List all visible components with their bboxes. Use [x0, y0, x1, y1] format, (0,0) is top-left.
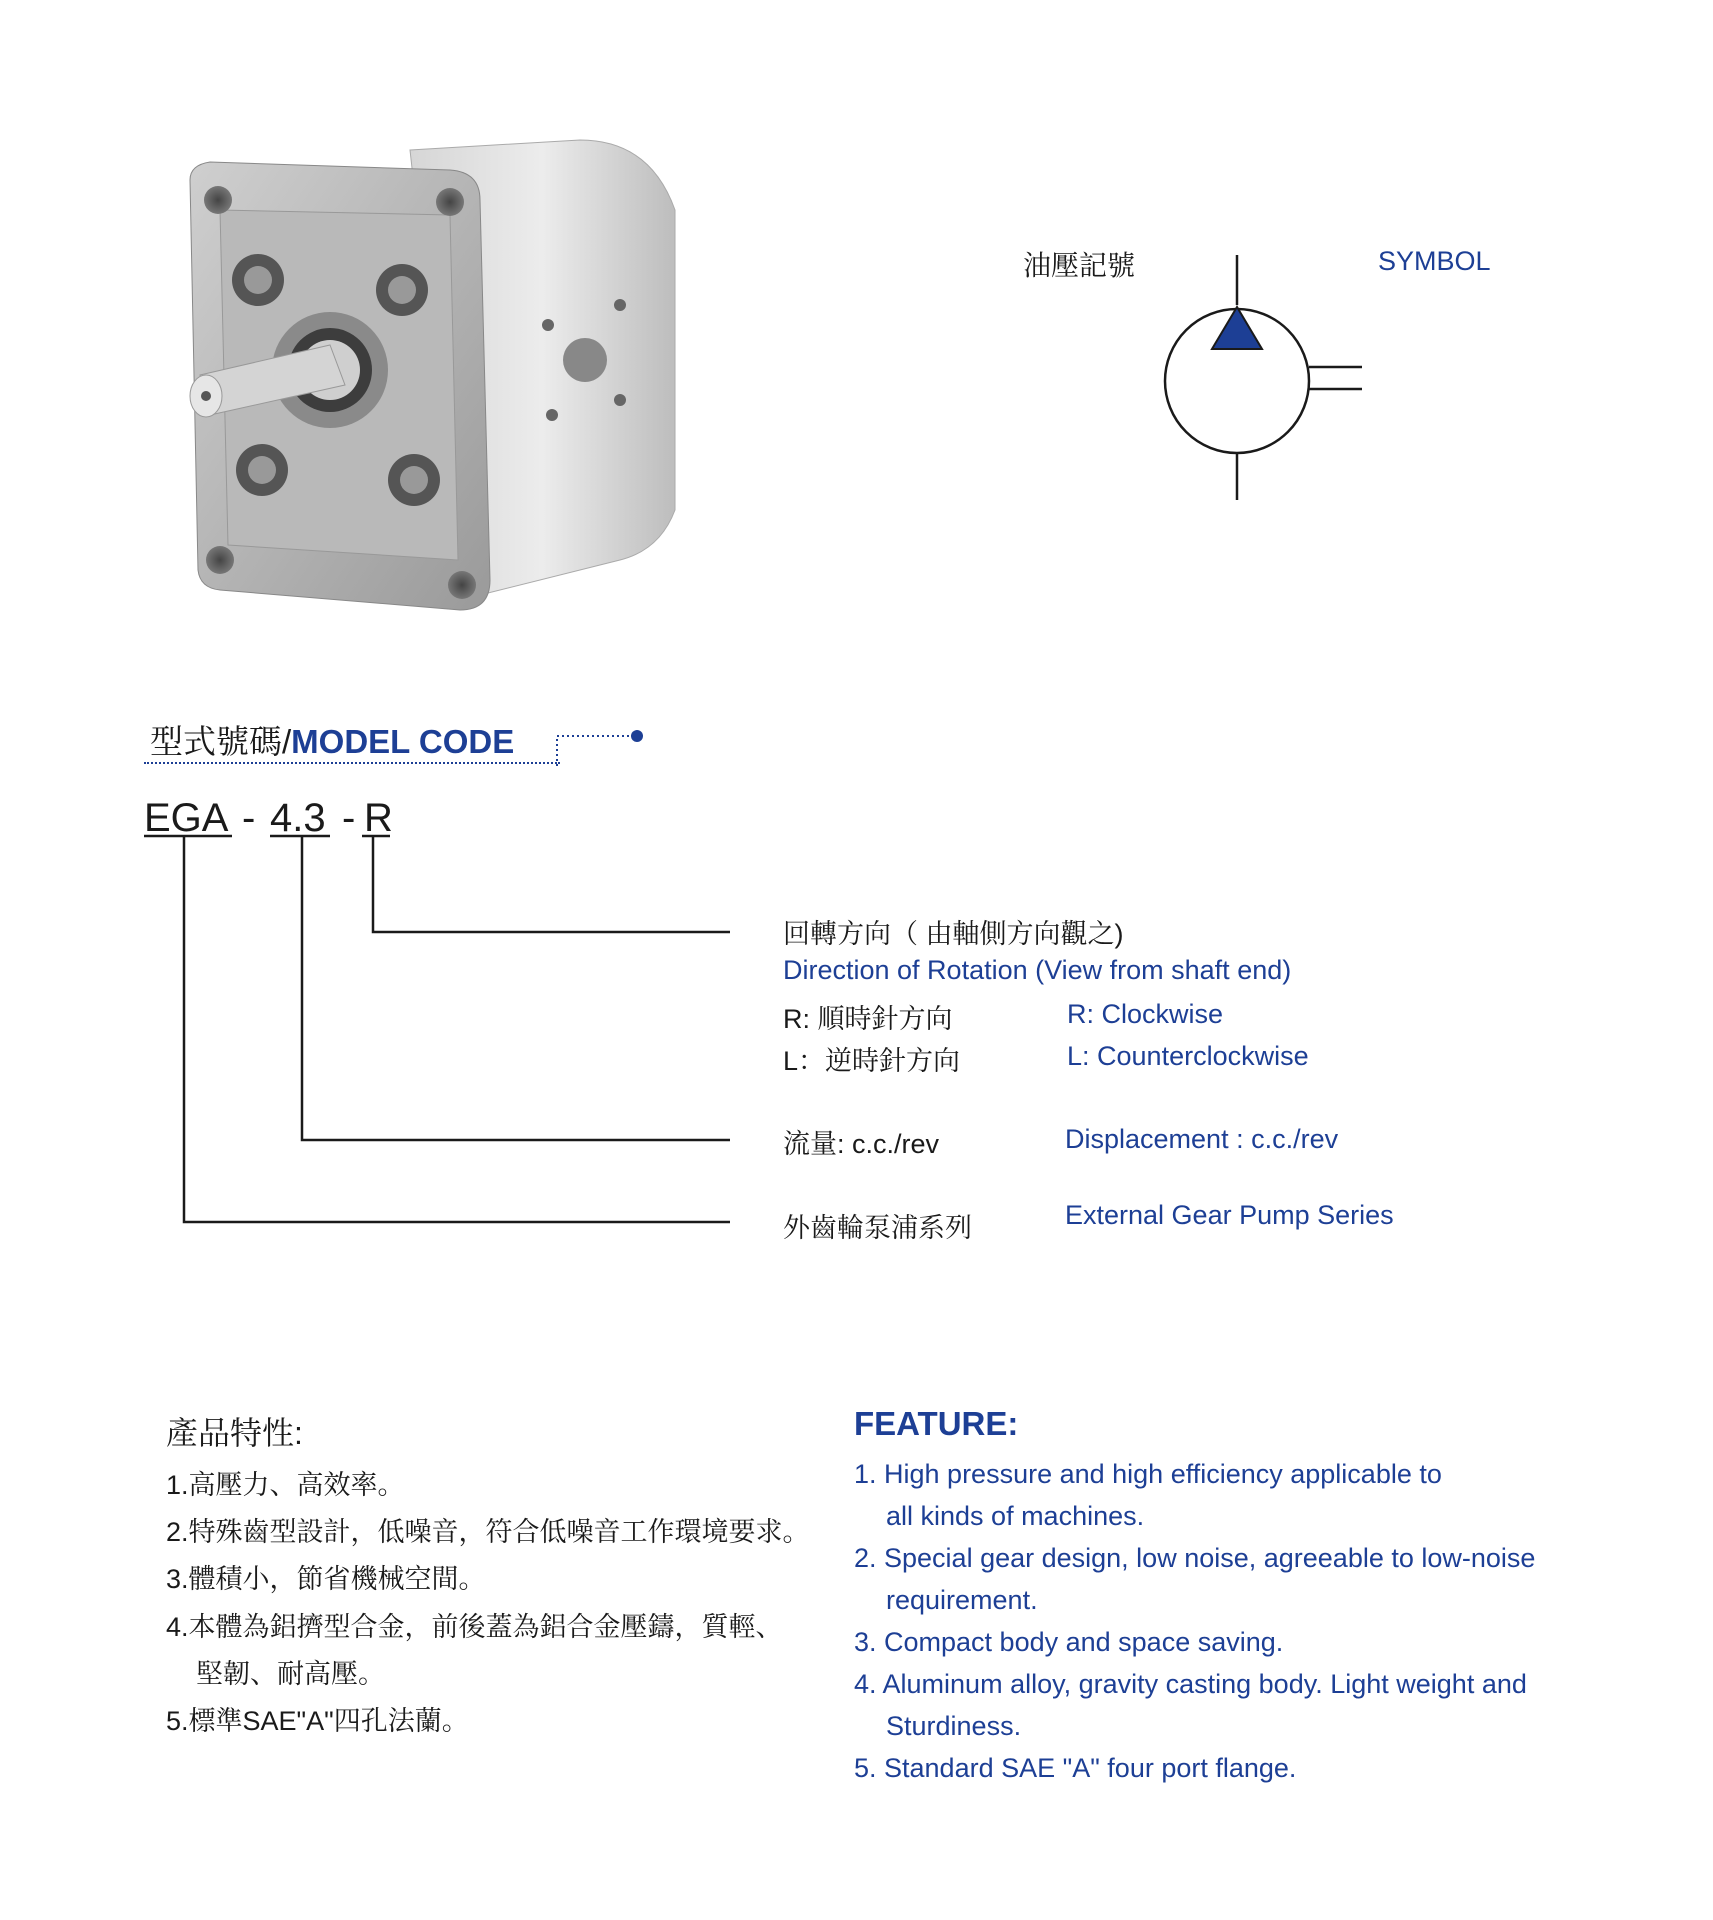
- model-code-heading-cn: 型式號碼: [150, 723, 282, 760]
- series-en: External Gear Pump Series: [1065, 1200, 1394, 1230]
- rotation-l-cn: L：逆時針方向: [783, 1046, 961, 1076]
- feature-en-item-continued: Sturdiness.: [886, 1711, 1022, 1741]
- series-cn: 外齒輪泵浦系列: [783, 1213, 972, 1243]
- rotation-r-cn: R: 順時針方向: [783, 1004, 953, 1034]
- features-title-en: FEATURE:: [854, 1405, 1019, 1442]
- model-code-heading-separator: /: [282, 723, 292, 760]
- displacement-en: Displacement : c.c./rev: [1065, 1124, 1339, 1154]
- feature-cn-item: 5.標準SAE"A"四孔法蘭。: [166, 1706, 469, 1736]
- displacement-cn: 流量: c.c./rev: [783, 1129, 940, 1159]
- feature-en-item: 4. Aluminum alloy, gravity casting body. Light weight and: [854, 1669, 1527, 1699]
- model-code-heading: [150, 716, 514, 763]
- code-dash: -: [342, 796, 356, 840]
- feature-cn-item: 4.本體為鋁擠型合金，前後蓋為鋁合金壓鑄，質輕、: [166, 1612, 783, 1642]
- feature-en-item-continued: all kinds of machines.: [886, 1501, 1145, 1531]
- code-part-displacement: 4.3: [270, 796, 326, 840]
- code-part-rotation: R: [364, 796, 393, 840]
- feature-en-item: 3. Compact body and space saving.: [854, 1627, 1284, 1657]
- rotation-r-en: R: Clockwise: [1067, 999, 1224, 1029]
- feature-cn-item-continued: 堅韌、耐高壓。: [196, 1659, 385, 1689]
- feature-en-item: 5. Standard SAE "A" four port flange.: [854, 1753, 1297, 1783]
- gear-pump-photo: [180, 130, 700, 630]
- feature-en-item: 1. High pressure and high efficiency applicable to: [854, 1459, 1442, 1489]
- rotation-title-en: Direction of Rotation (View from shaft end): [783, 955, 1292, 985]
- features-title-cn: 產品特性:: [166, 1415, 303, 1451]
- model-code-decoration: [555, 726, 645, 768]
- code-part-series: EGA: [144, 796, 229, 840]
- feature-cn-item: 3.體積小，節省機械空間。: [166, 1564, 486, 1594]
- model-code-heading-en: MODEL CODE: [291, 723, 515, 760]
- rotation-title-cn: 回轉方向（ 由軸側方向觀之): [783, 919, 1124, 949]
- feature-en-item-continued: requirement.: [886, 1585, 1038, 1615]
- hydraulic-pump-symbol-icon: [1150, 245, 1380, 505]
- rotation-l-en: L: Counterclockwise: [1067, 1041, 1309, 1071]
- model-code-underline: [144, 762, 560, 764]
- feature-cn-item: 2.特殊齒型設計，低噪音，符合低噪音工作環境要求。: [166, 1517, 810, 1547]
- model-code-leader-lines: [140, 834, 760, 1234]
- symbol-label-en: SYMBOL: [1378, 246, 1491, 276]
- symbol-label-cn: 油壓記號: [1023, 250, 1136, 281]
- feature-en-item: 2. Special gear design, low noise, agreeable to low-noise: [854, 1543, 1536, 1573]
- feature-cn-item: 1.高壓力、高效率。: [166, 1470, 405, 1500]
- code-dash: -: [242, 796, 256, 840]
